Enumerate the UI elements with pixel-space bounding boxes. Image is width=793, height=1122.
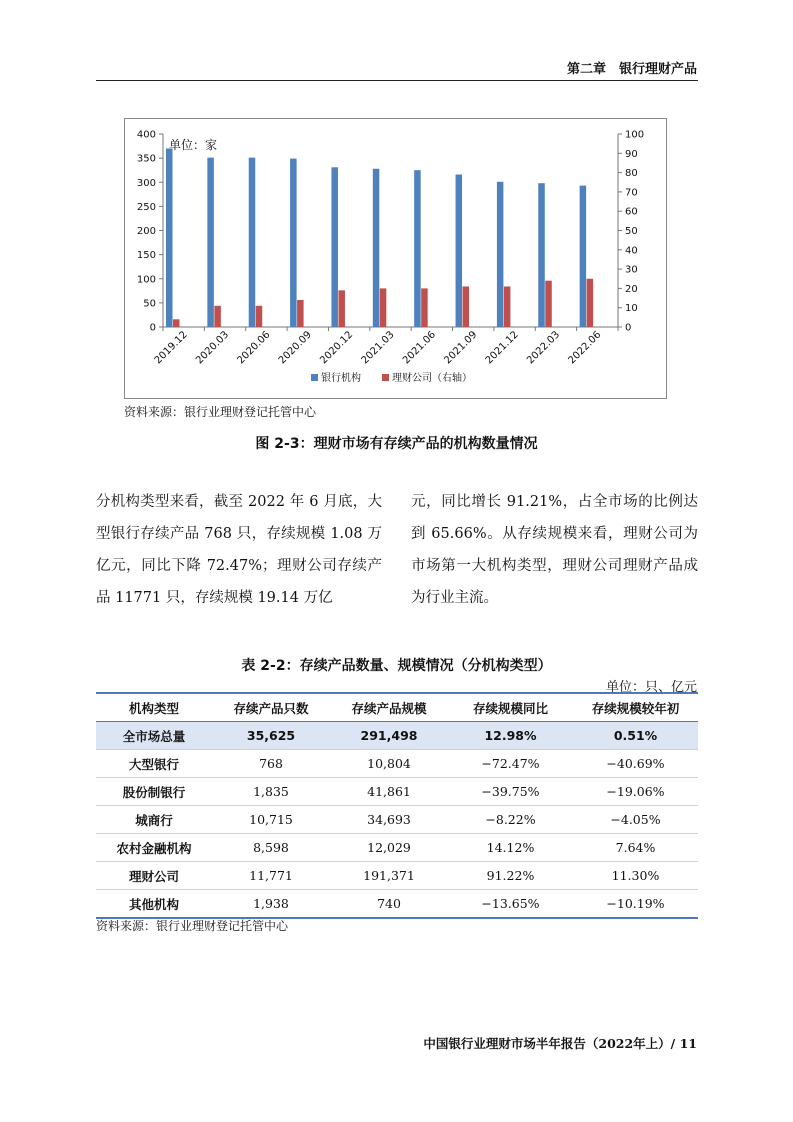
x-tick-label: 2022.06 [566,329,604,367]
table-row [96,806,698,834]
row-scale: 12,029 [330,834,448,862]
table-row [96,890,698,919]
y-tick-label-right: 10 [625,303,638,315]
y-tick-label-left: 400 [136,129,156,141]
row-type: 城商行 [96,806,212,834]
x-tick-label: 2020.12 [318,329,356,367]
y-tick-label-right: 100 [625,129,645,141]
table-title: 表 2-2：存续产品数量、规模情况（分机构类型） [241,658,552,674]
x-tick-label: 2020.09 [276,329,314,367]
y-tick-label-right: 50 [625,226,638,237]
y-tick-label-right: 30 [625,264,638,276]
figure-source: 资料来源：银行业理财登记托管中心 [124,405,317,419]
row-scale: 291,498 [330,722,448,750]
row-count: 8,598 [212,834,330,862]
legend-swatch-wmc [382,374,389,381]
y-tick-label-left: 300 [136,177,156,189]
chart-unit-label: 单位：家 [169,138,218,152]
header-yoy: 存续规模同比 [448,693,573,722]
row-yoy: −39.75% [448,778,573,806]
row-ytd: 0.51% [573,722,698,750]
row-type: 大型银行 [96,750,212,778]
row-scale: 740 [330,890,448,919]
y-tick-label-left: 350 [136,153,156,165]
y-tick-label-left: 250 [136,201,156,213]
bar-wmc [504,286,511,327]
bar-bank [249,158,256,327]
row-type: 理财公司 [96,862,212,890]
chapter-header: 第二章 银行理财产品 [566,62,697,77]
y-tick-label-right: 0 [625,322,632,334]
x-tick-label: 2021.12 [483,329,521,367]
y-tick-label-left: 200 [136,226,156,237]
row-type: 其他机构 [96,890,212,919]
y-tick-label-right: 80 [625,168,638,180]
row-type: 全市场总量 [96,722,212,750]
y-tick-label-left: 150 [136,250,156,262]
row-scale: 10,804 [330,750,448,778]
page-footer: 中国银行业理财市场半年报告（2022年上）/ 11 [423,1036,697,1051]
row-ytd: 11.30% [573,862,698,890]
row-count: 10,715 [212,806,330,834]
row-yoy: 12.98% [448,722,573,750]
x-tick-label: 2021.06 [400,329,438,367]
row-count: 1,835 [212,778,330,806]
bar-wmc [421,288,428,327]
bar-wmc [173,319,180,327]
x-tick-label: 2021.09 [442,329,480,367]
bar-bank [456,175,463,327]
row-yoy: −8.22% [448,806,573,834]
bar-wmc [256,306,263,327]
row-yoy: −13.65% [448,890,573,919]
bar-bank [414,170,421,327]
y-tick-label-right: 40 [625,245,638,257]
bar-wmc [214,306,221,327]
y-tick-label-right: 90 [625,148,638,160]
body-text-left: 分机构类型来看，截至 2022 年 6 月底，大型银行存续产品 768 只，存续规模 1.08 万亿元，同比下降 72.47%；理财公司存续产品 11771 只，存续规模 19.14 万亿 [96,494,382,606]
legend-label-bank: 银行机构 [321,373,361,384]
x-tick-label: 2021.03 [359,329,397,367]
row-scale: 191,371 [330,862,448,890]
legend-swatch-bank [311,374,318,381]
header-scale: 存续产品规模 [330,693,448,722]
figure-title: 图 2-3：理财市场有存续产品的机构数量情况 [255,436,538,452]
table-row [96,778,698,806]
header-ytd: 存续规模较年初 [573,693,698,722]
row-type: 农村金融机构 [96,834,212,862]
bar-wmc [380,288,387,327]
bar-wmc [338,290,345,327]
row-ytd: 7.64% [573,834,698,862]
row-ytd: −40.69% [573,750,698,778]
table-row [96,722,698,750]
y-tick-label-right: 20 [625,283,638,295]
bar-bank [538,183,545,327]
bar-bank [166,148,173,327]
row-count: 1,938 [212,890,330,919]
institution-table [96,692,698,919]
table-row [96,862,698,890]
row-scale: 34,693 [330,806,448,834]
legend-label-wmc: 理财公司（右轴） [392,373,472,384]
bar-bank [373,169,380,327]
row-yoy: 14.12% [448,834,573,862]
table-source: 资料来源：银行业理财登记托管中心 [96,919,289,933]
table-row [96,834,698,862]
bar-bank [331,167,338,327]
row-yoy: 91.22% [448,862,573,890]
bar-wmc [545,281,552,327]
table-row [96,750,698,778]
row-ytd: −10.19% [573,890,698,919]
bar-wmc [463,286,470,327]
header-rule [96,80,698,81]
institution-count-chart [124,118,667,399]
row-count: 768 [212,750,330,778]
body-text-right: 元，同比增长 91.21%，占全市场的比例达到 65.66%。从存续规模来看，理财公司为市场第一大机构类型，理财公司理财产品成为行业主流。 [411,494,698,606]
y-tick-label-left: 100 [136,274,156,286]
bar-bank [207,158,214,327]
row-ytd: −19.06% [573,778,698,806]
bar-wmc [297,300,304,327]
chart-svg [125,119,666,398]
bar-bank [290,159,297,327]
x-tick-label: 2019.12 [152,329,190,367]
row-type: 股份制银行 [96,778,212,806]
header-count: 存续产品只数 [212,693,330,722]
bar-bank [580,186,587,327]
bar-bank [497,182,504,327]
x-tick-label: 2020.03 [194,329,232,367]
table-header-row [96,693,698,722]
row-scale: 41,861 [330,778,448,806]
y-tick-label-left: 0 [149,322,156,334]
table-unit: 单位：只、亿元 [605,680,697,695]
row-ytd: −4.05% [573,806,698,834]
x-tick-label: 2020.06 [235,329,273,367]
y-tick-label-left: 50 [143,298,156,310]
bar-wmc [587,279,594,327]
row-yoy: −72.47% [448,750,573,778]
row-count: 11,771 [212,862,330,890]
y-tick-label-right: 70 [625,187,638,199]
y-tick-label-right: 60 [625,206,638,218]
row-count: 35,625 [212,722,330,750]
x-tick-label: 2022.03 [525,329,563,367]
header-type: 机构类型 [96,693,212,722]
